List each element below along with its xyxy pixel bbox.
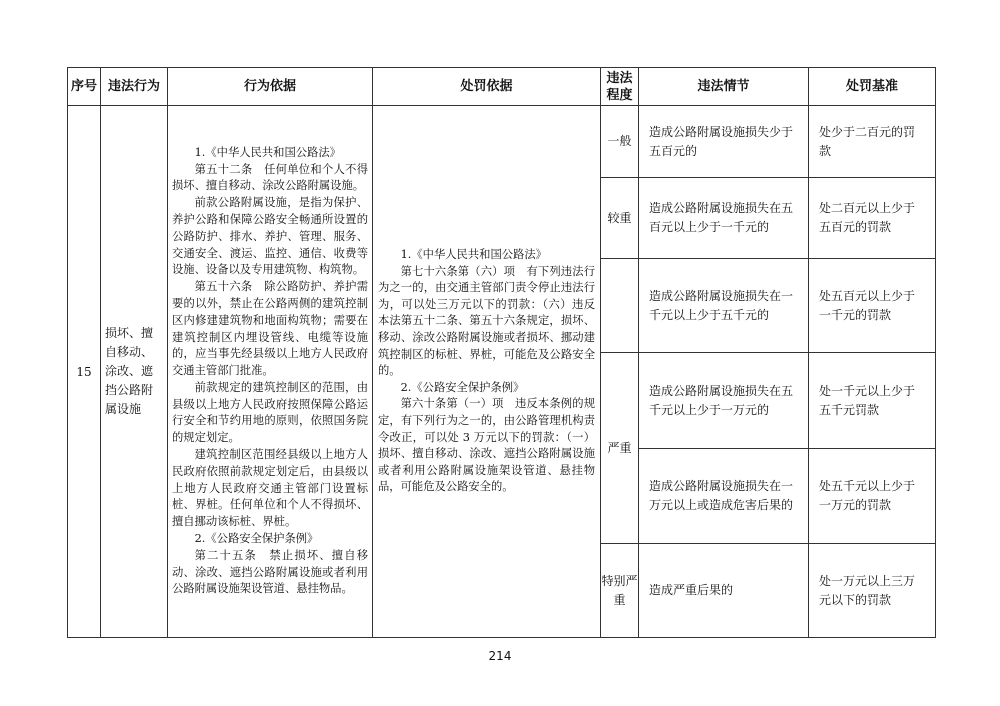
header-penalty-basis: 处罚依据 (373, 68, 601, 106)
act-basis-para: 第二十五条 禁止损坏、擅自移动、涂改、遮挡公路附属设施或者利用公路附属设施架设管道、悬挂物品。 (172, 548, 368, 596)
act-basis-para: 前款规定的建筑控制区的范围，由县级以上地方人民政府按照保障公路运行安全和节约用地的原则，依照国务院的规定划定。 (172, 380, 368, 445)
degree-cell: 严重 (601, 353, 639, 544)
circumstance-cell: 造成严重后果的 (639, 544, 809, 638)
circumstance-cell: 造成公路附属设施损失在五千元以上少于一万元的 (639, 353, 809, 449)
penalty-basis-para: 1.《中华人民共和国公路法》 (400, 248, 547, 262)
row-violation: 损坏、擅自移动、涂改、遮挡公路附属设施 (101, 106, 168, 638)
standard-cell: 处少于二百元的罚款 (809, 106, 936, 178)
standard-cell: 处五千元以上少于一万元的罚款 (809, 449, 936, 544)
header-row (68, 68, 936, 106)
degree-cell: 特别严重 (601, 544, 639, 638)
degree-cell: 较重 (601, 178, 639, 259)
act-basis-para: 第五十六条 除公路防护、养护需要的以外，禁止在公路两侧的建筑控制区内修建建筑物和地面构筑物；需要在建筑控制区内埋设管线、电缆等设施的，应当事先经县级以上地方人民政府交通主管部门批准。 (172, 280, 368, 378)
header-circumstance: 违法情节 (639, 68, 809, 106)
standard-cell: 处二百元以上少于五百元的罚款 (809, 178, 936, 259)
header-degree: 违法程度 (601, 68, 639, 106)
penalty-standard-table (67, 67, 936, 638)
circumstance-cell: 造成公路附属设施损失少于五百元的 (639, 106, 809, 178)
act-basis-cell (168, 106, 373, 638)
header-seq: 序号 (68, 68, 101, 106)
circumstance-cell: 造成公路附属设施损失在一万元以上或造成危害后果的 (639, 449, 809, 544)
act-basis-para: 1.《中华人民共和国公路法》 (194, 145, 341, 159)
header-violation: 违法行为 (101, 68, 168, 106)
circumstance-cell: 造成公路附属设施损失在一千元以上少于五千元的 (639, 259, 809, 353)
table-row (68, 106, 936, 178)
act-basis-para: 2.《公路安全保护条例》 (194, 532, 319, 546)
circumstance-cell: 造成公路附属设施损失在五百元以上少于一千元的 (639, 178, 809, 259)
act-basis-para: 建筑控制区范围经县级以上地方人民政府依照前款规定划定后，由县级以上地方人民政府交通主管部门设置标桩、界桩。任何单位和个人不得损坏、擅自挪动该标桩、界桩。 (172, 448, 368, 529)
act-basis-para: 第五十二条 任何单位和个人不得损坏、擅自移动、涂改公路附属设施。 (172, 162, 368, 193)
degree-cell: 一般 (601, 106, 639, 178)
penalty-basis-cell (373, 106, 601, 638)
header-act-basis: 行为依据 (168, 68, 373, 106)
header-standard: 处罚基准 (809, 68, 936, 106)
standard-cell: 处五百元以上少于一千元的罚款 (809, 259, 936, 353)
standard-cell: 处一千元以上少于五千元罚款 (809, 353, 936, 449)
act-basis-para: 前款公路附属设施，是指为保护、养护公路和保障公路安全畅通所设置的公路防护、排水、养护、管理、服务、交通安全、渡运、监控、通信、收费等设施、设备以及专用建筑物、构筑物。 (172, 196, 368, 277)
penalty-basis-para: 2.《公路安全保护条例》 (400, 380, 525, 394)
degree-cell (601, 259, 639, 353)
standard-cell: 处一万元以上三万元以下的罚款 (809, 544, 936, 638)
page-number: 214 (488, 649, 512, 663)
penalty-basis-para: 第六十条第（一）项 违反本条例的规定，有下列行为之一的，由公路管理机构责令改正，可以处 3 万元以下的罚款：（一）损坏、擅自移动、涂改、遮挡公路附属设施或者利用公路附属设施架设管道、悬挂物品，可能危及公路安全的。 (378, 397, 595, 494)
penalty-basis-para: 第七十六条第（六）项 有下列违法行为之一的，由交通主管部门责令停止违法行为，可以处三万元以下的罚款：（六）违反本法第五十二条、第五十六条规定，损坏、移动、涂改公路附属设施或者损坏、挪动建筑控制区的标桩、界桩，可能危及公路安全的。 (378, 264, 595, 378)
row-seq: 15 (68, 106, 101, 638)
